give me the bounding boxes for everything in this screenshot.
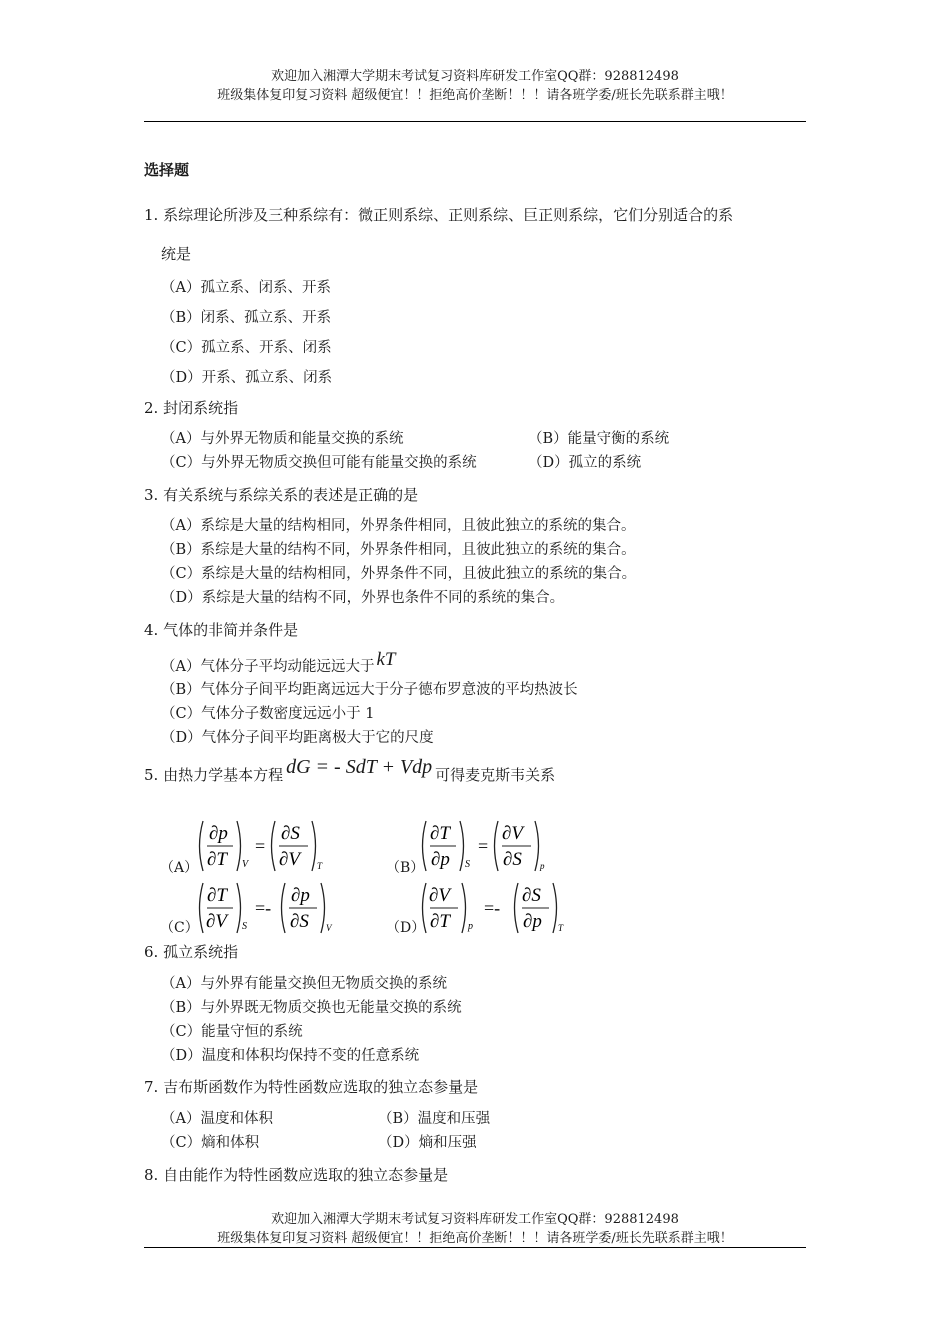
footer-rule — [144, 1247, 806, 1248]
footer-line-1: 欢迎加入湘潭大学期末考试复习资料库研发工作室QQ群：928812498 — [271, 1212, 679, 1227]
q3-option-c: （C）系综是大量的结构相同，外界条件不同，且彼此独立的系统的集合。 — [161, 566, 637, 582]
svg-text:∂T: ∂T — [207, 849, 227, 870]
svg-text:∂V: ∂V — [502, 823, 523, 844]
svg-text:∂T: ∂T — [430, 823, 450, 844]
q4-option-a-text: （A）气体分子平均动能远远大于 — [161, 659, 375, 675]
section-title: 选择题 — [144, 161, 190, 179]
svg-text:∂S: ∂S — [281, 823, 300, 844]
svg-text:∂p: ∂p — [291, 885, 310, 906]
svg-text:V: V — [326, 923, 332, 933]
page-footer — [0, 1210, 950, 1248]
q3-option-d: （D）系综是大量的结构不同，外界也条件不同的系统的集合。 — [161, 590, 565, 606]
q6-option-c: （C）能量守恒的系统 — [161, 1024, 303, 1040]
header-line-2: 班级集体复印复习资料 超级便宜！！拒绝高价垄断！！！请各班学委/班长先联系群主哦！ — [217, 88, 733, 103]
svg-text:S: S — [465, 859, 470, 870]
question-7-stem: 7. 吉布斯函数作为特性函数应选取的独立态参量是 — [144, 1078, 479, 1096]
svg-text:∂S: ∂S — [290, 911, 309, 932]
footer-line-2: 班级集体复印复习资料 超级便宜！！拒绝高价垄断！！！请各班学委/班长先联系群主哦！ — [217, 1231, 733, 1246]
q5-option-c-formula — [195, 877, 345, 943]
question-1-stem: 1. 系综理论所涉及三种系综有：微正则系综、正则系综、巨正则系综，它们分别适合的系 — [144, 206, 734, 224]
svg-text:=: = — [255, 836, 266, 856]
q6-option-d: （D）温度和体积均保持不变的任意系统 — [161, 1048, 420, 1064]
q7-option-a: （A）温度和体积 — [161, 1111, 273, 1127]
svg-text:∂V: ∂V — [206, 911, 227, 932]
q3-option-a: （A）系综是大量的结构相同，外界条件相同，且彼此独立的系统的集合。 — [161, 518, 636, 534]
q2-option-b: （B）能量守衡的系统 — [528, 431, 670, 447]
q5-stem-post: 可得麦克斯韦关系 — [435, 766, 556, 784]
q5-option-b-formula — [418, 815, 558, 881]
svg-text:∂T: ∂T — [207, 885, 227, 906]
q3-option-b: （B）系综是大量的结构不同，外界条件相同，且彼此独立的系统的集合。 — [161, 542, 636, 558]
q5-option-c-label: （C） — [160, 920, 199, 936]
svg-text:∂p: ∂p — [523, 911, 542, 932]
q1-option-a: （A）孤立系、闭系、开系 — [161, 280, 331, 296]
header-rule — [144, 121, 806, 122]
q7-option-d: （D）熵和压强 — [378, 1135, 477, 1151]
q7-option-c: （C）熵和体积 — [161, 1135, 260, 1151]
q5-option-d-formula — [418, 877, 578, 943]
q4-option-a — [161, 649, 396, 677]
question-1-stem-cont: 统是 — [161, 245, 192, 263]
page-header — [0, 67, 950, 105]
svg-text:∂T: ∂T — [430, 911, 450, 932]
q5-option-a-formula — [195, 815, 335, 881]
q1-option-d: （D）开系、孤立系、闭系 — [161, 370, 333, 386]
question-4-stem: 4. 气体的非简并条件是 — [144, 621, 299, 639]
svg-text:∂p: ∂p — [431, 849, 450, 870]
q5-option-a-label: （A） — [160, 860, 199, 876]
q5-stem-pre: 5. 由热力学基本方程 — [144, 766, 284, 784]
question-2-stem: 2. 封闭系统指 — [144, 399, 239, 417]
q7-option-b: （B）温度和压强 — [378, 1111, 491, 1127]
svg-text:∂V: ∂V — [279, 849, 300, 870]
q1-option-c: （C）孤立系、开系、闭系 — [161, 340, 332, 356]
question-8-stem: 8. 自由能作为特性函数应选取的独立态参量是 — [144, 1166, 449, 1184]
question-3-stem: 3. 有关系统与系综关系的表述是正确的是 — [144, 486, 419, 504]
svg-text:V: V — [242, 859, 249, 870]
svg-text:S: S — [242, 921, 247, 932]
svg-text:=-: =- — [484, 898, 501, 918]
svg-text:=-: =- — [255, 898, 272, 918]
svg-text:∂S: ∂S — [503, 849, 522, 870]
q2-option-d: （D）孤立的系统 — [528, 455, 642, 471]
svg-text:∂V: ∂V — [429, 885, 450, 906]
q4-option-d: （D）气体分子间平均距离极大于它的尺度 — [161, 730, 434, 746]
q2-option-a: （A）与外界无物质和能量交换的系统 — [161, 431, 404, 447]
svg-text:∂p: ∂p — [209, 823, 228, 844]
q6-option-a: （A）与外界有能量交换但无物质交换的系统 — [161, 976, 447, 992]
q6-option-b: （B）与外界既无物质交换也无能量交换的系统 — [161, 1000, 462, 1016]
q4-option-c: （C）气体分子数密度远远小于 1 — [161, 706, 375, 722]
q4-option-b: （B）气体分子间平均距离远远大于分子德布罗意波的平均热波长 — [161, 682, 578, 698]
q5-stem-math: dG = - SdT + Vdp — [286, 756, 433, 778]
q1-option-b: （B）闭系、孤立系、开系 — [161, 310, 332, 326]
header-line-1: 欢迎加入湘潭大学期末考试复习资料库研发工作室QQ群：928812498 — [271, 69, 679, 84]
svg-text:p: p — [540, 861, 545, 871]
svg-text:T: T — [558, 923, 564, 933]
q5-option-d-label: （D） — [386, 920, 426, 936]
svg-text:=: = — [478, 836, 489, 856]
q5-option-b-label: （B） — [386, 860, 425, 876]
question-5-stem — [144, 756, 556, 785]
svg-text:p: p — [468, 921, 473, 932]
q2-option-c: （C）与外界无物质交换但可能有能量交换的系统 — [161, 455, 477, 471]
question-6-stem: 6. 孤立系统指 — [144, 943, 239, 961]
q4-option-a-math: kT — [376, 649, 396, 670]
svg-text:T: T — [317, 861, 323, 871]
svg-text:∂S: ∂S — [522, 885, 541, 906]
